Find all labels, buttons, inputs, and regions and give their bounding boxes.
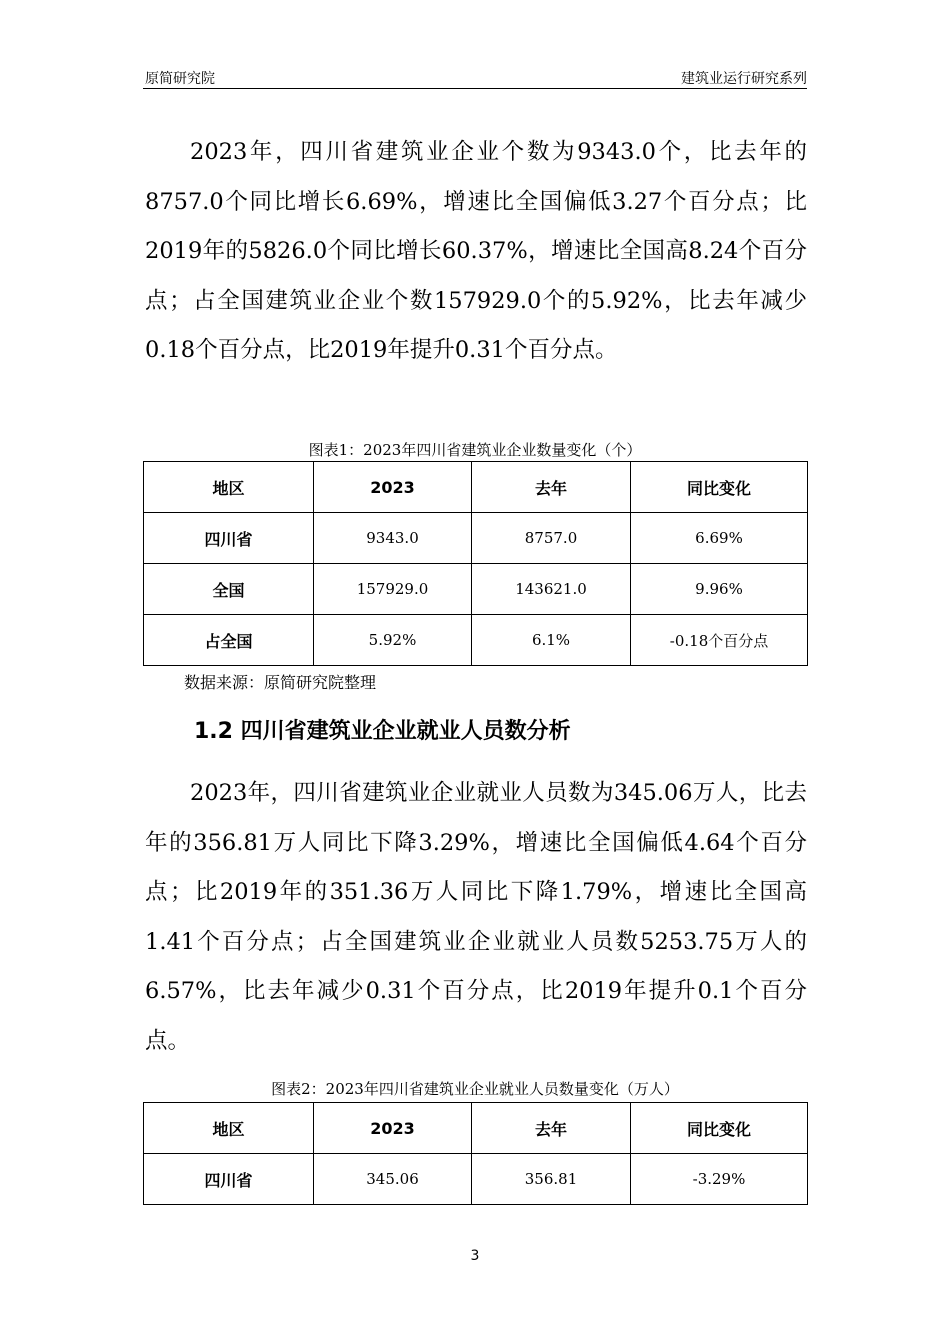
cell-2023: 5.92% <box>314 615 472 666</box>
cell-region: 四川省 <box>144 1154 314 1205</box>
header-series-name: 建筑业运行研究系列 <box>681 71 807 87</box>
enterprise-count-table <box>143 461 808 666</box>
table-row <box>144 564 808 615</box>
cell-last-year: 6.1% <box>472 615 631 666</box>
table-row <box>144 615 808 666</box>
header-org-name: 原简研究院 <box>145 71 215 87</box>
cell-yoy-change: 6.69% <box>631 513 808 564</box>
header-cell-region: 地区 <box>144 462 314 513</box>
cell-region: 全国 <box>144 564 314 615</box>
header-cell-2023: 2023 <box>314 1103 472 1154</box>
header-divider <box>143 88 807 89</box>
data-source-note: 数据来源：原简研究院整理 <box>184 673 377 692</box>
cell-last-year: 143621.0 <box>472 564 631 615</box>
table-header-row <box>144 462 808 513</box>
table-row <box>144 513 808 564</box>
paragraph-employee-count: 2023年，四川省建筑业企业就业人员数为345.06万人，比去年的356.81万人同比下降3.29%，增速比全国偏低4.64个百分点；比2019年的351.36万人同比下降1.79%，增速比全国高1.41个百分点；占全国建筑业企业就业人员数5253.75万人的6.57%，比去年减少0.31个百分点，比2019年提升0.1个百分点。 <box>145 780 807 1054</box>
employee-count-table <box>143 1102 808 1205</box>
header-cell-last-year: 去年 <box>472 462 631 513</box>
table2-caption: 图表2：2023年四川省建筑业企业就业人员数量变化（万人） <box>271 1080 679 1098</box>
header-cell-last-year: 去年 <box>472 1103 631 1154</box>
page-number: 3 <box>470 1248 480 1264</box>
cell-2023: 9343.0 <box>314 513 472 564</box>
cell-region: 占全国 <box>144 615 314 666</box>
header-cell-yoy-change: 同比变化 <box>631 462 808 513</box>
cell-last-year: 356.81 <box>472 1154 631 1205</box>
cell-yoy-change: 9.96% <box>631 564 808 615</box>
section-heading: 1.2 四川省建筑业企业就业人员数分析 <box>194 719 571 744</box>
table-header-row <box>144 1103 808 1154</box>
cell-yoy-change: -3.29% <box>631 1154 808 1205</box>
paragraph-enterprise-count: 2023年，四川省建筑业企业个数为9343.0个，比去年的8757.0个同比增长6.69%，增速比全国偏低3.27个百分点；比2019年的5826.0个同比增长60.37%，增速比全国高8.24个百分点；占全国建筑业企业个数157929.0个的5.92%，比去年减少0.18个百分点，比2019年提升0.31个百分点。 <box>145 139 807 363</box>
table1-caption: 图表1：2023年四川省建筑业企业数量变化（个） <box>308 441 642 459</box>
table-row <box>144 1154 808 1205</box>
cell-2023: 345.06 <box>314 1154 472 1205</box>
cell-yoy-change: -0.18个百分点 <box>631 615 808 666</box>
header-cell-2023: 2023 <box>314 462 472 513</box>
header-cell-yoy-change: 同比变化 <box>631 1103 808 1154</box>
cell-last-year: 8757.0 <box>472 513 631 564</box>
cell-region: 四川省 <box>144 513 314 564</box>
header-cell-region: 地区 <box>144 1103 314 1154</box>
cell-2023: 157929.0 <box>314 564 472 615</box>
